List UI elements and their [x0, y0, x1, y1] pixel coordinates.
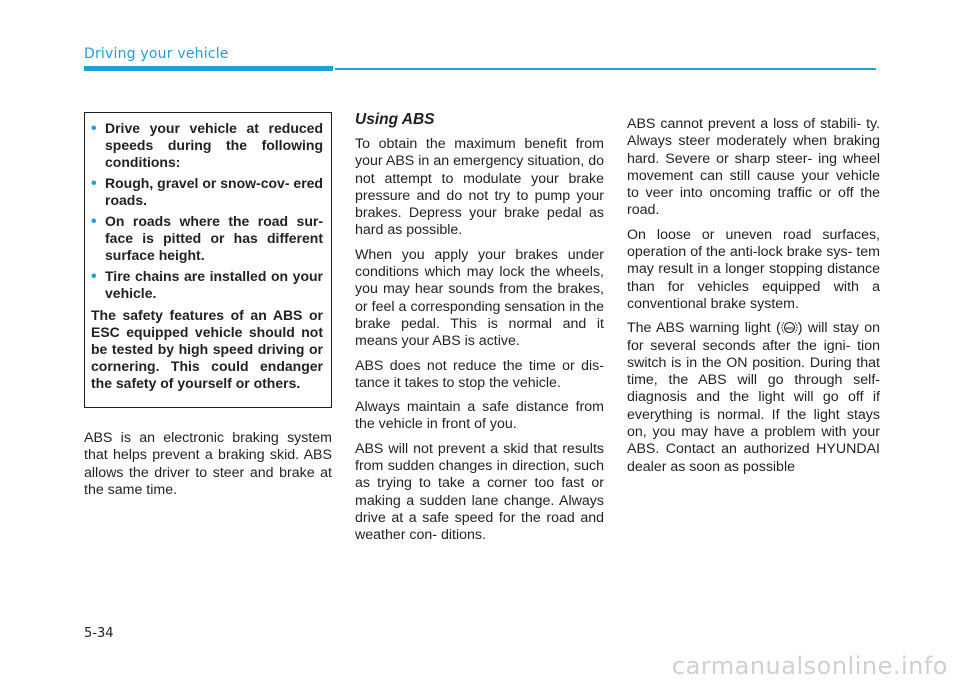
body-paragraph: ABS does not reduce the time or dis- tance it takes to stop the vehicle.	[355, 357, 604, 391]
page-number: 5-34	[84, 626, 114, 641]
using-abs-heading: Using ABS	[355, 111, 435, 128]
bullet-dot-icon: •	[91, 175, 97, 192]
abs-para-before: The ABS warning light (	[627, 320, 781, 337]
abs-para-after: ) will stay on for several seconds after the igni- tion switch is in the ON position. During that time, the ABS will go through self-diagnosis and the light will go off if everything is normal. If the light stays on, you may have a problem with your ABS. Contact an authorized HYUNDAI dealer as soon as possible	[627, 320, 880, 475]
column-2	[355, 111, 604, 552]
abs-icon-label: ABS	[785, 325, 794, 331]
body-paragraph: To obtain the maximum benefit from your ABS in an emergency situation, do not attempt to modulate your brake pressure and do not try to pump your brakes. Depress your brake pedal as hard as possible.	[355, 136, 604, 239]
column-1	[84, 430, 332, 506]
warning-note: The safety features of an ABS or ESC equipped vehicle should not be tested by high speed driving or cornering. This could endanger the safety of yourself or others.	[91, 307, 323, 391]
bullet-dot-icon: •	[91, 213, 97, 230]
warning-bullet	[91, 175, 323, 209]
header-rule-thick	[84, 66, 333, 71]
warning-bullet-text: Tire chains are installed on your vehicle.	[105, 268, 323, 301]
abs-warning-light-paragraph	[627, 320, 880, 476]
body-paragraph: ABS will not prevent a skid that results from sudden changes in direction, such as trying to take a corner too fast or making a sudden lane change. Always drive at a safe speed for the road and weather con- ditions.	[355, 440, 604, 544]
body-paragraph: Always maintain a safe distance from the vehicle in front of you.	[355, 399, 604, 433]
column-3	[627, 116, 880, 483]
body-paragraph: When you apply your brakes under conditions which may lock the wheels, you may hear sounds from the brakes, or feel a corresponding sensation in the brake pedal. This is normal and it means your ABS is active.	[355, 246, 604, 350]
warning-bullet	[91, 268, 323, 302]
watermark: carmanualsonline.info	[671, 652, 948, 680]
warning-box	[84, 112, 332, 408]
bullet-dot-icon: •	[91, 120, 97, 137]
header-rule-thin	[335, 68, 876, 70]
warning-bullet-text: On roads where the road sur- face is pitted or has different surface height.	[105, 213, 323, 263]
section-title: Driving your vehicle	[84, 46, 229, 62]
abs-intro-paragraph: ABS is an electronic braking system that helps prevent a braking skid. ABS allows the driver to steer and brake at the same time.	[84, 430, 332, 498]
warning-bullet-text: Rough, gravel or snow-cov- ered roads.	[105, 175, 323, 208]
body-paragraph: ABS cannot prevent a loss of stabili- ty. Always steer moderately when braking hard. Severe or sharp steer- ing wheel movement can still cause your vehicle to veer into oncoming traffic or off the road.	[627, 116, 880, 219]
warning-bullet	[91, 120, 323, 171]
warning-bullet	[91, 213, 323, 264]
body-paragraph: On loose or uneven road surfaces, operation of the anti-lock brake sys- tem may result in a longer stopping distance than for vehicles equipped with a conventional brake system.	[627, 226, 880, 312]
warning-bullet-text: Drive your vehicle at reduced speeds during the following conditions:	[105, 120, 323, 170]
abs-warning-light-icon	[781, 320, 798, 335]
bullet-dot-icon: •	[91, 268, 97, 285]
